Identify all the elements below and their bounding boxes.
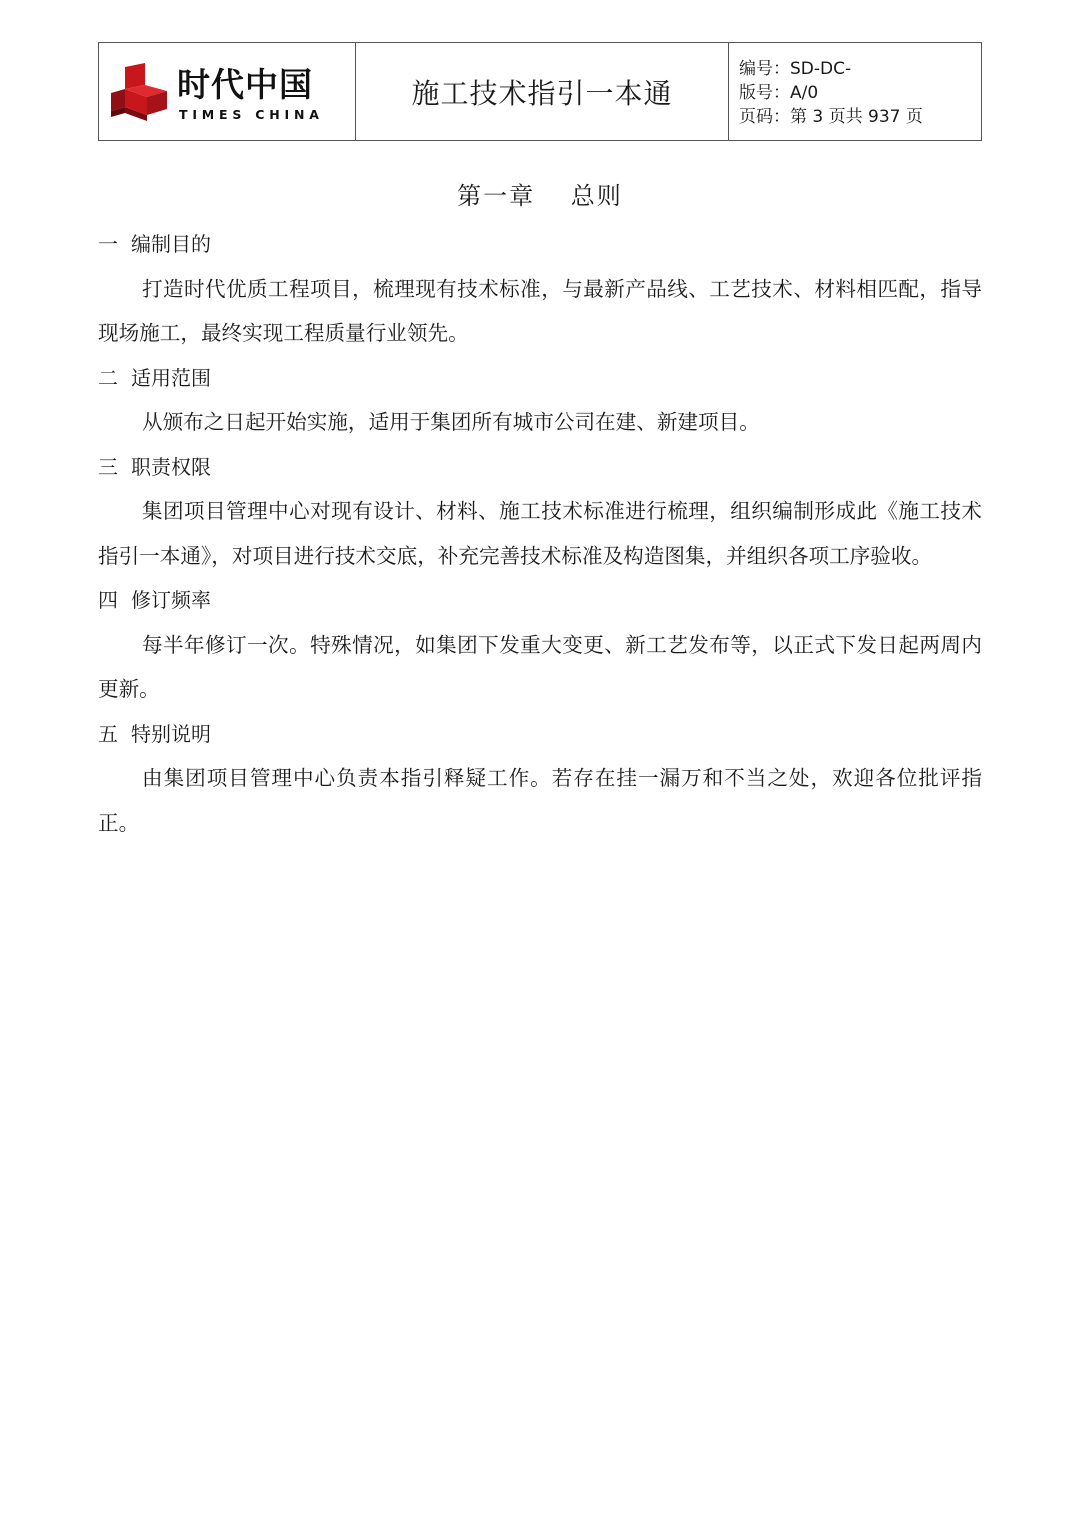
section-paragraph: 每半年修订一次。特殊情况，如集团下发重大变更、新工艺发布等，以正式下发日起两周内更新。	[98, 632, 982, 701]
document-meta	[729, 43, 981, 140]
meta-label: 编号：	[739, 59, 790, 79]
section-purpose	[98, 222, 982, 356]
section-responsibilities	[98, 445, 982, 579]
section-heading	[98, 578, 982, 623]
meta-value: SD-DC-	[790, 59, 852, 79]
section-heading	[98, 356, 982, 401]
times-china-logo-icon	[111, 63, 167, 121]
section-special-notes	[98, 712, 982, 846]
section-number: 四	[98, 588, 118, 612]
chapter-title: 第一章 总则	[457, 182, 623, 210]
section-paragraph: 从颁布之日起开始实施，适用于集团所有城市公司在建、新建项目。	[142, 410, 760, 434]
section-scope	[98, 356, 982, 445]
meta-value: 第 3 页共 937 页	[790, 107, 923, 127]
chapter-content	[98, 222, 982, 845]
logo-english-text: TIMES CHINA	[179, 107, 324, 122]
document-title: 施工技术指引一本通	[356, 43, 729, 140]
section-paragraph: 打造时代优质工程项目，梳理现有技术标准，与最新产品线、工艺技术、材料相匹配，指导现场施工，最终实现工程质量行业领先。	[98, 276, 982, 345]
section-revision-frequency	[98, 578, 982, 712]
section-heading	[98, 445, 982, 490]
meta-version	[739, 81, 981, 105]
section-heading	[98, 222, 982, 267]
section-heading-text: 适用范围	[131, 365, 211, 390]
meta-page-number	[739, 105, 981, 129]
meta-doc-number	[739, 57, 981, 81]
logo-chinese-text: 时代中国	[177, 65, 313, 104]
meta-value: A/0	[790, 83, 819, 103]
meta-label: 页码：	[739, 107, 790, 127]
section-number: 五	[98, 721, 118, 746]
meta-label: 版号：	[739, 83, 790, 103]
section-paragraph: 由集团项目管理中心负责本指引释疑工作。若存在挂一漏万和不当之处，欢迎各位批评指正。	[98, 766, 982, 835]
section-heading-text: 特别说明	[131, 721, 211, 746]
document-header	[98, 42, 982, 141]
section-heading-text: 编制目的	[131, 232, 211, 256]
section-number: 二	[98, 365, 118, 390]
section-heading-text: 职责权限	[131, 454, 211, 479]
section-number: 三	[98, 454, 118, 479]
section-heading	[98, 712, 982, 757]
section-paragraph: 集团项目管理中心对现有设计、材料、施工技术标准进行梳理，组织编制形成此《施工技术指引一本通》，对项目进行技术交底，补充完善技术标准及构造图集，并组织各项工序验收。	[98, 499, 982, 568]
section-number: 一	[98, 232, 118, 256]
company-logo	[99, 43, 356, 140]
section-heading-text: 修订频率	[131, 588, 211, 612]
